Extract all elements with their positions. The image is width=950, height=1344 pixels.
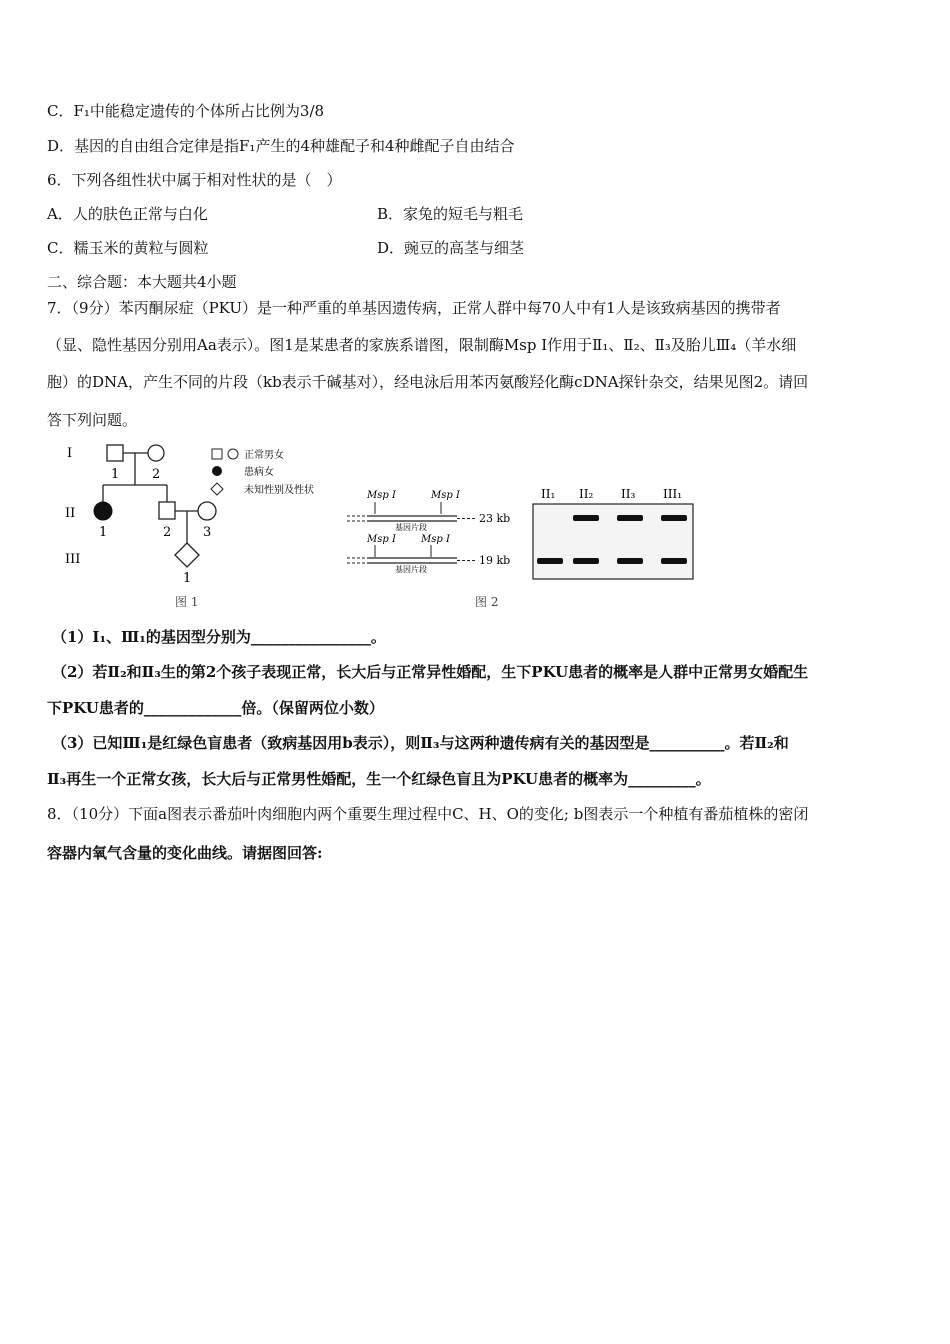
i2-number: 2	[152, 467, 161, 482]
gen-label-1: I	[67, 446, 73, 461]
band-ii1-19kb	[537, 558, 563, 564]
q7-sub-3-line-2: Ⅱ₃再生一个正常女孩，长大后与正常男性婚配，生一个红绿色盲且为PKU患者的概率为_________。	[47, 770, 711, 788]
msp-label-1a: Msp I	[367, 490, 396, 501]
q7-line-2: （显、隐性基因分别用Aa表示）。图1是某患者的家族系谱图，限制酶Msp I作用于Ⅱ₁、Ⅱ₂、Ⅱ₃及胎儿Ⅲ₄（羊水细	[47, 336, 797, 354]
band-ii3-19kb	[617, 558, 643, 564]
ii2-number: 2	[163, 525, 172, 540]
pedigree-male-i1	[107, 445, 123, 461]
lane-label-iii1: III₁	[663, 487, 683, 501]
pedigree-affected-female-ii1	[94, 502, 112, 520]
i1-number: 1	[111, 467, 120, 482]
question-6: 6．下列各组性状中属于相对性状的是（ ）	[47, 171, 342, 189]
msp-label-2a: Msp I	[367, 534, 396, 545]
lane-label-ii1: II₁	[541, 487, 556, 501]
q8-line-1: 8．（10分）下面a图表示番茄叶肉细胞内两个重要生理过程中C、H、O的变化; b图表示一个种植有番茄植株的密闭	[47, 805, 809, 823]
msp-label-2b: Msp I	[421, 534, 450, 545]
pedigree-unknown-iii1	[175, 543, 199, 567]
option-d-q5: D．基因的自由组合定律是指F₁产生的4种雄配子和4种雌配子自由结合	[47, 137, 515, 155]
fragment-label-1: 基因片段	[395, 523, 427, 532]
q7-sub-2-line-1: （2）若Ⅱ₂和Ⅱ₃生的第2个孩子表现正常，长大后与正常异性婚配，生下PKU患者的概率是人群中正常男女婚配生	[52, 663, 809, 681]
fig1-caption: 图 1	[175, 595, 199, 609]
ii1-number: 1	[99, 525, 108, 540]
legend-normal-text: 正常男女	[244, 450, 284, 461]
gen-label-3: III	[65, 552, 81, 567]
band-ii2-19kb	[573, 558, 599, 564]
iii1-number: 1	[183, 571, 192, 586]
band-ii3-23kb	[617, 515, 643, 521]
kb23-label: 23 kb	[479, 512, 511, 525]
pedigree-figure	[55, 440, 345, 615]
gen-label-2: II	[65, 506, 76, 521]
q7-line-4: 答下列问题。	[47, 411, 138, 429]
option-a-q6: A．人的肤色正常与白化	[47, 205, 208, 223]
q7-sub-3-line-1: （3）已知Ⅲ₁是红绿色盲患者（致病基因用b表示），则Ⅱ₃与这两种遗传病有关的基因型是__________。若Ⅱ₂和	[52, 734, 789, 752]
option-c-q6: C．糯玉米的黄粒与圆粒	[47, 239, 209, 257]
fragment-label-2: 基因片段	[395, 565, 427, 574]
q8-line-2: 容器内氧气含量的变化曲线。请据图回答:	[47, 844, 323, 862]
kb19-label: 19 kb	[479, 554, 511, 567]
lane-label-ii3: II₃	[621, 487, 636, 501]
option-b-q6: B．家兔的短毛与粗毛	[377, 205, 524, 223]
section-2-heading: 二、综合题：本大题共4小题	[47, 273, 237, 291]
legend-sick-text: 患病女	[244, 467, 274, 478]
option-row-ab	[47, 204, 524, 224]
fig2-caption: 图 2	[475, 595, 499, 609]
q7-sub-1: （1）I₁、Ⅲ₁的基因型分别为________________。	[52, 628, 386, 646]
pedigree-male-ii2	[159, 502, 175, 519]
lane-label-ii2: II₂	[579, 487, 594, 501]
band-iii1-23kb	[661, 515, 687, 521]
pedigree-female-ii3	[198, 502, 216, 520]
q7-sub-2-line-2: 下PKU患者的_____________倍。（保留两位小数）	[47, 699, 384, 717]
electrophoresis-figure	[345, 480, 705, 615]
band-ii2-23kb	[573, 515, 599, 521]
band-iii1-19kb	[661, 558, 687, 564]
legend-unknown-text: 未知性别及性状	[244, 485, 314, 496]
option-c-q5: C．F₁中能稳定遗传的个体所占比例为3/8	[47, 102, 325, 120]
pedigree-female-i2	[148, 445, 164, 461]
option-d-q6: D．豌豆的高茎与细茎	[377, 239, 525, 257]
ii3-number: 3	[203, 525, 212, 540]
msp-label-1b: Msp I	[431, 490, 460, 501]
q7-line-3: 胞）的DNA，产生不同的片段（kb表示千碱基对），经电泳后用苯丙氨酸羟化酶cDNA探针杂交，结果见图2。请回	[47, 373, 809, 391]
option-row-cd	[47, 238, 525, 258]
q7-line-1: 7．（9分）苯丙酮尿症（PKU）是一种严重的单基因遗传病，正常人群中每70人中有1人是该致病基因的携带者	[47, 299, 781, 317]
